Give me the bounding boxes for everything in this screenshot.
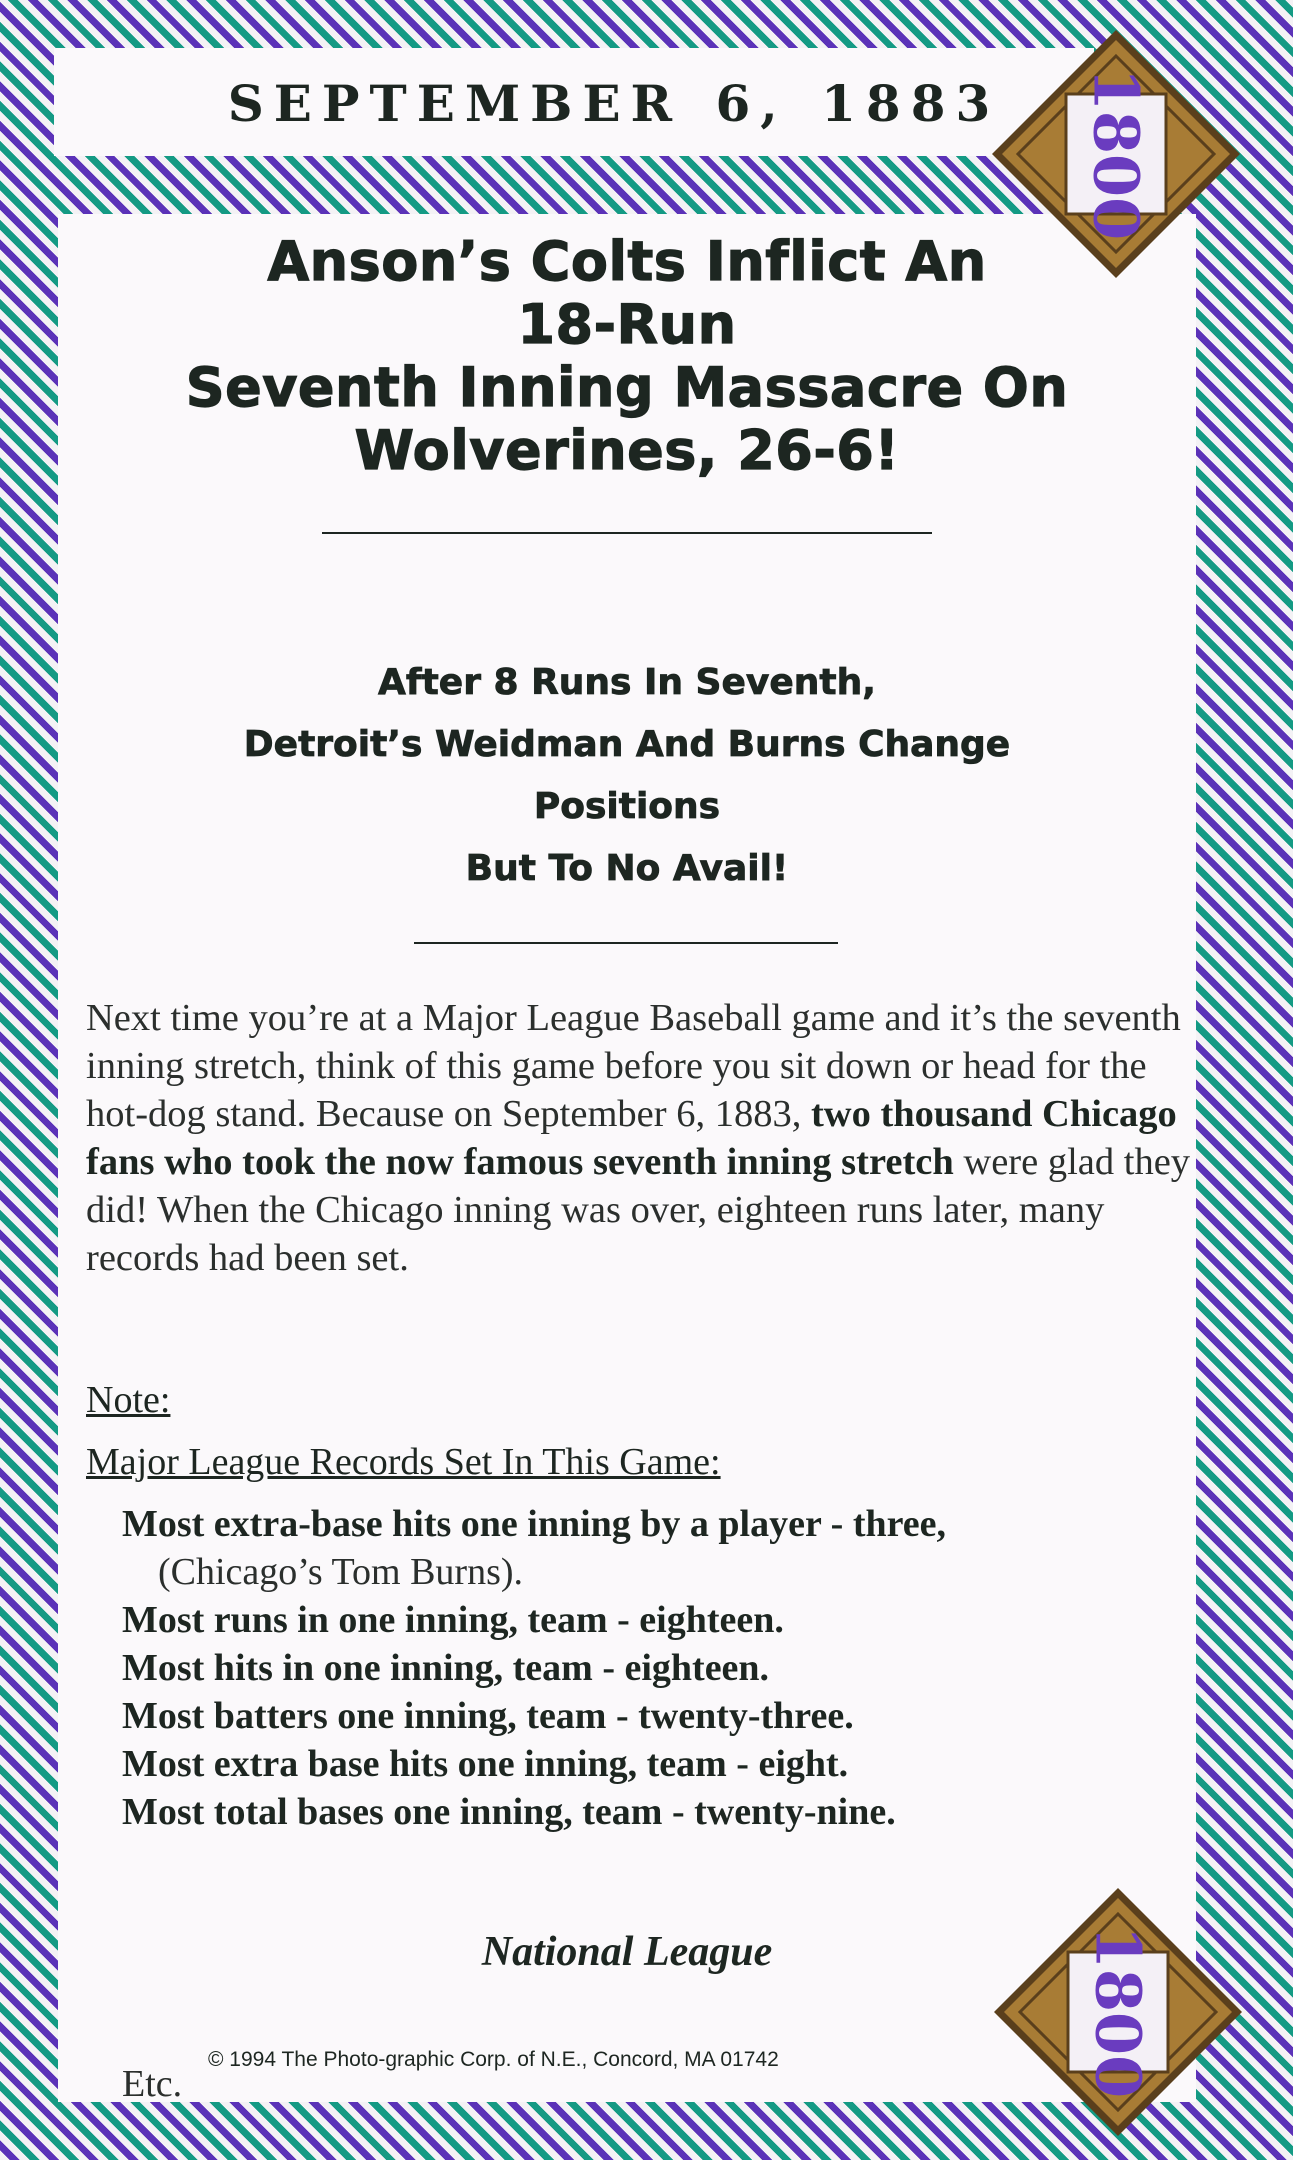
divider-middle (414, 942, 838, 944)
badge-numeral: 1800 (1079, 67, 1153, 241)
record-item-detail: (Chicago’s Tom Burns). (158, 1551, 524, 1593)
headline-line-2: 18-Run (517, 293, 737, 356)
diamond-badge-top (988, 26, 1244, 282)
body-text-bold: two thousand Chicago fans who took the now famous seventh inning stretch (86, 1093, 1177, 1183)
record-item: Most extra base hits one inning, team - eight. (122, 1743, 849, 1785)
records-heading: Major League Records Set In This Game: (86, 1441, 721, 1483)
records-etc: Etc. (122, 2063, 183, 2105)
subheadline (58, 652, 1196, 900)
card-panel (58, 214, 1196, 2105)
record-item: Most total bases one inning, team - twenty-nine. (122, 1791, 896, 1833)
headline-line-3: Seventh Inning Massacre On (185, 356, 1069, 419)
body-text-part-2: were glad they did! When the Chicago inning was over, eighteen runs later, many records had been set. (86, 1141, 1191, 1279)
body-text-part-1: Next time you’re at a Major League Baseball game and it’s the seventh inning stretch, think of this game before you sit down or head for the hot-dog stand. Because on September 6, 1883, (86, 997, 1181, 1135)
note-heading: Note: (86, 1379, 171, 1421)
records-list (122, 1500, 1182, 1836)
record-item: Most extra-base hits one inning by a player - three, (122, 1503, 947, 1545)
date-banner (54, 48, 1094, 156)
record-item: Most hits in one inning, team - eighteen. (122, 1647, 770, 1689)
headline-line-4: Wolverines, 26-6! (354, 419, 900, 482)
subhead-line-1: After 8 Runs In Seventh, (378, 662, 876, 703)
divider-top (322, 532, 932, 534)
subhead-line-4: But To No Avail! (465, 848, 789, 889)
record-item: Most runs in one inning, team - eighteen. (122, 1599, 784, 1641)
league-name: National League (481, 1929, 773, 1975)
subhead-line-2: Detroit’s Weidman And Burns Change (243, 724, 1011, 765)
date-title: SEPTEMBER 6, 1883 (227, 74, 1001, 133)
body-paragraph (86, 994, 1206, 1282)
badge-numeral: 1800 (1081, 1925, 1155, 2099)
headline-line-1: Anson’s Colts Inflict An (267, 230, 987, 293)
record-item: Most batters one inning, team - twenty-three. (122, 1695, 854, 1737)
diamond-badge-bottom (990, 1884, 1246, 2140)
subhead-line-3: Positions (533, 786, 721, 827)
copyright-notice: © 1994 The Photo-graphic Corp. of N.E., Concord, MA 01742 (208, 2048, 779, 2071)
